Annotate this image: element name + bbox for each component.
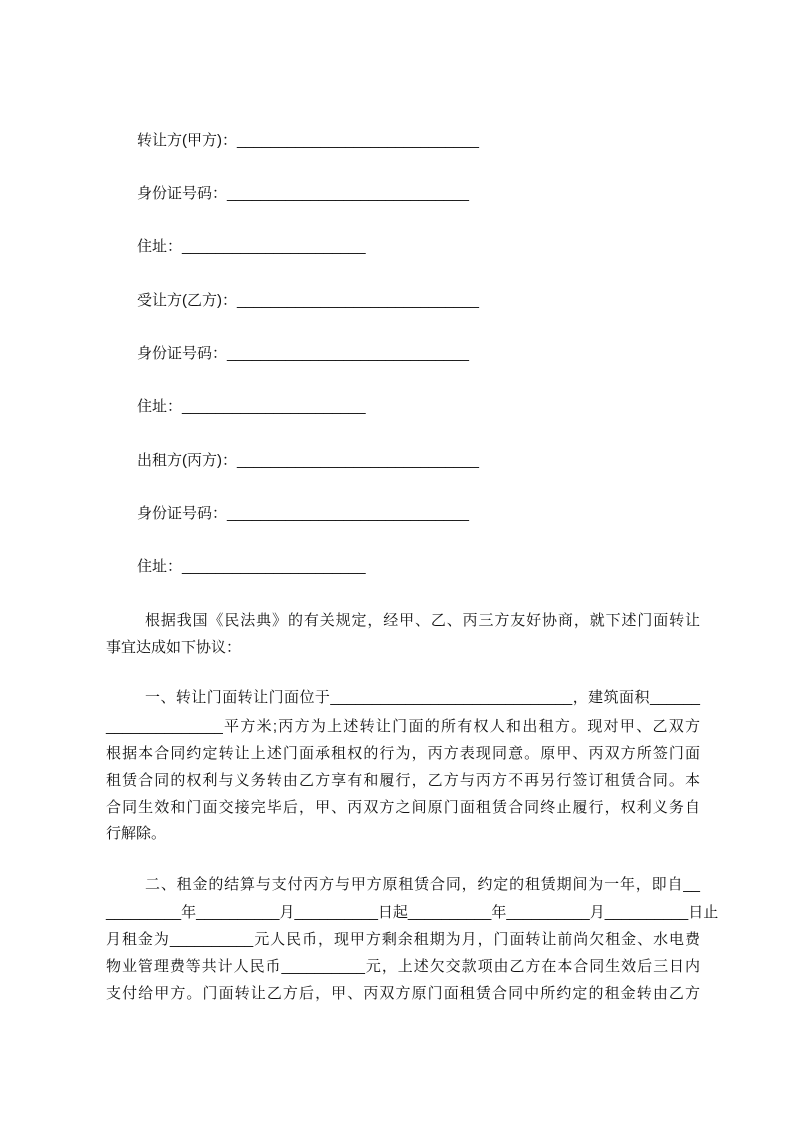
clause2-line: 二、租金的结算与支付丙方与甲方原租赁合同，约定的租赁期间为一年，即自__ bbox=[145, 876, 700, 893]
lessor-address-label: 住址： bbox=[137, 558, 183, 575]
lessor-id-line bbox=[137, 504, 469, 524]
lessor-id-blank: _____________________________ bbox=[227, 505, 469, 522]
transferor-id-line bbox=[137, 184, 469, 204]
transferor-label: 转让方(甲方)： bbox=[137, 132, 237, 149]
clause2-line: 月租金为__________元人民币，现甲方剩余租期为月，门面转让前尚欠租金、水电费 bbox=[106, 931, 700, 948]
clause1-line: 根据本合同约定转让上述门面承租权的行为，丙方表现同意。原甲、丙双方所签门面 bbox=[106, 745, 700, 762]
transferee-id-line bbox=[137, 344, 469, 364]
preamble-line: 根据我国《民法典》的有关规定，经甲、乙、丙三方友好协商，就下述门面转让 bbox=[145, 612, 700, 629]
clause2-line: 支付给甲方。门面转让乙方后，甲、丙双方原门面租赁合同中所约定的租金转由乙方 bbox=[106, 985, 700, 1002]
lessor-id-label: 身份证号码： bbox=[137, 505, 228, 522]
transferor-address-label: 住址： bbox=[137, 238, 183, 255]
clause1-line: 租赁合同的权利与义务转由乙方享有和履行，乙方与丙方不再另行签订租赁合同。本 bbox=[106, 772, 700, 789]
lessor-blank: _____________________________ bbox=[237, 452, 479, 469]
transferor-address-line bbox=[137, 237, 366, 257]
lessor-address-blank: ______________________ bbox=[182, 558, 366, 575]
transferee-address-label: 住址： bbox=[137, 398, 183, 415]
transferee-blank: _____________________________ bbox=[237, 292, 479, 309]
clause2-line: _________年__________月__________日起__________年__________月__________日止 bbox=[106, 904, 719, 921]
clause1-line: 合同生效和门面交接完毕后，甲、丙双方之间原门面租赁合同终止履行，权利义务自 bbox=[106, 799, 700, 816]
clause1-line: ______________平方米;丙方为上述转让门面的所有权人和出租方。现对甲、乙双方 bbox=[106, 718, 700, 735]
transferor-id-label: 身份证号码： bbox=[137, 185, 228, 202]
lessor-address-line bbox=[137, 557, 366, 577]
clause1-line: 行解除。 bbox=[106, 825, 167, 842]
transferee-id-blank: _____________________________ bbox=[227, 345, 469, 362]
transferor-address-blank: ______________________ bbox=[182, 238, 366, 255]
clause2-line: 物业管理费等共计人民币__________元，上述欠交款项由乙方在本合同生效后三日内 bbox=[106, 958, 700, 975]
transferor-blank: _____________________________ bbox=[237, 132, 479, 149]
transferor-line bbox=[137, 131, 479, 151]
lessor-label: 出租方(丙方)： bbox=[137, 452, 237, 469]
transferee-line bbox=[137, 291, 479, 311]
lessor-line bbox=[137, 451, 479, 471]
clause1-line: 一、转让门面转让门面位于_____________________________，建筑面积______ bbox=[145, 689, 700, 706]
transferee-label: 受让方(乙方)： bbox=[137, 292, 237, 309]
preamble-line: 事宜达成如下协议： bbox=[106, 639, 242, 656]
transferee-address-line bbox=[137, 397, 366, 417]
transferor-id-blank: _____________________________ bbox=[227, 185, 469, 202]
transferee-address-blank: ______________________ bbox=[182, 398, 366, 415]
transferee-id-label: 身份证号码： bbox=[137, 345, 228, 362]
